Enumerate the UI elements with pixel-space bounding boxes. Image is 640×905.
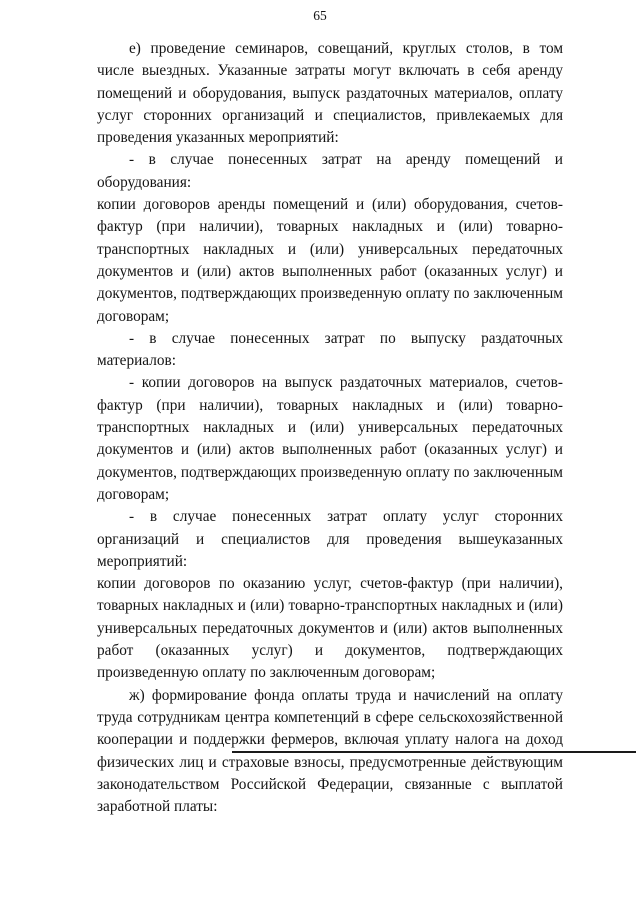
page-number: 65 — [313, 8, 327, 23]
paragraph-services-documents: копии договоров по оказанию услуг, счетов-фактур (при наличии), товарных накладных и (или) товарно-транспортных накладных и (или) универсальных передаточных документов и (или) актов выполненных работ (оказанных услуг) и документов, подтверждающих произведенную оплату по заключенным договорам; — [97, 575, 563, 682]
bottom-rule — [232, 751, 636, 753]
paragraph-item-zh: ж) формирование фонда оплаты труда и начислений на оплату труда сотрудникам центра компетенций в сфере сельскохозяйственной кооперации и поддержки фермеров, включая уплату налога на доход физических лиц и страховые взносы, предусмотренные действующим законодательством Российской Федерации, связанные с выплатой заработной платы: — [97, 686, 563, 816]
paragraph-handouts-case: - в случае понесенных затрат по выпуску раздаточных материалов: — [97, 329, 563, 370]
paragraph-rent-documents: копии договоров аренды помещений и (или) оборудования, счетов-фактур (при наличии), товарных накладных и (или) товарно-транспортных накладных и (или) универсальных передаточных документов и (или) актов выполненных работ (оказанных услуг) и документов, подтверждающих произведенную оплату по заключенным договорам; — [97, 196, 563, 325]
paragraph-services-case: - в случае понесенных затрат оплату услуг сторонних организаций и специалистов для проведения вышеуказанных мероприятий: — [97, 508, 563, 570]
paragraph-rent-case: - в случае понесенных затрат на аренду помещений и оборудования: — [97, 151, 563, 191]
document-body — [97, 38, 563, 818]
paragraph-handouts-documents: - копии договоров на выпуск раздаточных материалов, счетов-фактур (при наличии), товарных накладных и (или) товарно-транспортных накладных и (или) универсальных передаточных документов и (или) актов выполненных работ (оказанных услуг) и документов, подтверждающих произведенную оплату по заключенным договорам; — [97, 374, 563, 503]
paragraph-item-e: е) проведение семинаров, совещаний, круглых столов, в том числе выездных. Указанные затраты могут включать в себя аренду помещений и оборудования, выпуск раздаточных материалов, оплату услуг сторонних организаций и специалистов, привлекаемых для проведения указанных мероприятий: — [97, 40, 563, 147]
